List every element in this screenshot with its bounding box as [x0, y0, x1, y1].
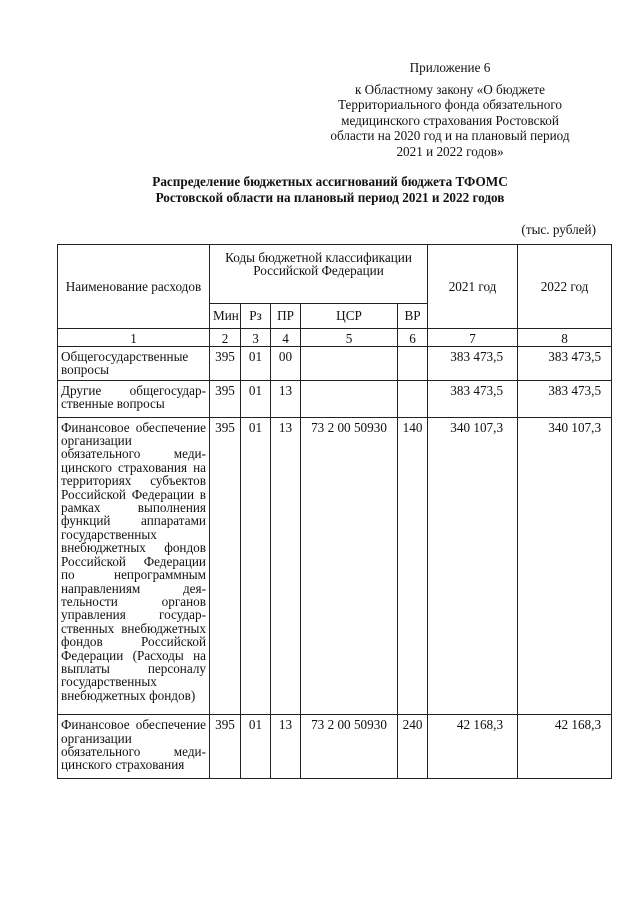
- row-2021: 340 107,3: [428, 417, 518, 715]
- row-rz: 01: [241, 380, 271, 417]
- row-min: 395: [210, 347, 241, 381]
- row-2021: 383 473,5: [428, 347, 518, 381]
- header-2021: 2021 год: [428, 245, 518, 329]
- row-vr: 240: [398, 715, 428, 779]
- row-csr: 73 2 00 50930: [301, 417, 398, 715]
- appendix-heading: [300, 60, 600, 159]
- row-pr: 13: [271, 380, 301, 417]
- column-number: 3: [241, 329, 271, 347]
- budget-table: [57, 244, 612, 779]
- column-number: 5: [301, 329, 398, 347]
- header-rz: Рз: [241, 304, 271, 329]
- row-vr: [398, 347, 428, 381]
- header-2022: 2022 год: [518, 245, 612, 329]
- row-pr: 13: [271, 715, 301, 779]
- column-number-row: [58, 329, 612, 347]
- row-csr: [301, 380, 398, 417]
- header-codes: Коды бюджетной классификации Российской Федерации: [210, 245, 428, 304]
- row-2022: 42 168,3: [518, 715, 612, 779]
- row-csr: [301, 347, 398, 381]
- column-number: 8: [518, 329, 612, 347]
- row-vr: 140: [398, 417, 428, 715]
- appendix-line: медицинского страхования Ростовской: [341, 112, 559, 128]
- column-number: 2: [210, 329, 241, 347]
- header-csr: ЦСР: [301, 304, 398, 329]
- row-2021: 42 168,3: [428, 715, 518, 779]
- units-label: (тыс. рублей): [521, 222, 596, 237]
- row-2022: 383 473,5: [518, 380, 612, 417]
- column-number: 6: [398, 329, 428, 347]
- appendix-line: к Областному закону «О бюджете: [354, 81, 546, 97]
- row-vr: [398, 380, 428, 417]
- row-rz: 01: [241, 347, 271, 381]
- table-row: [58, 417, 612, 715]
- column-number: 7: [428, 329, 518, 347]
- row-pr: 13: [271, 417, 301, 715]
- row-csr: 73 2 00 50930: [301, 715, 398, 779]
- row-name: Финансовое обеспечение организации обязательного медицинского страхования: [58, 715, 210, 779]
- row-pr: 00: [271, 347, 301, 381]
- row-min: 395: [210, 380, 241, 417]
- header-min: Мин: [210, 304, 241, 329]
- appendix-line: Территориального фонда обязательного: [337, 97, 563, 112]
- row-rz: 01: [241, 715, 271, 779]
- appendix-number: Приложение 6: [409, 60, 491, 75]
- header-name: Наименование расходов: [58, 245, 210, 329]
- title-line: Распределение бюджетных ассигнований бюджета ТФОМС: [152, 174, 508, 189]
- title-line: Ростовской области на плановый период 2021 и 2022 годов: [155, 190, 505, 205]
- column-number: 4: [271, 329, 301, 347]
- appendix-line: области на 2020 год и на плановый период: [330, 128, 570, 143]
- row-min: 395: [210, 417, 241, 715]
- table-row: [58, 347, 612, 381]
- header-pr: ПР: [271, 304, 301, 329]
- row-name: Финансовое обеспечение организации обязательного медицинского страхования на территориях субъектов Российской Федерации в рамках выполнения функций аппаратами государственных внебюджетных фондов Российской Федерации по непрограммным направлениям деятельности органов управления государственных внебюджетных фондов Российской Федерации (Расходы на выплаты персоналу государственных внебюджетных фондов): [58, 417, 210, 715]
- row-2021: 383 473,5: [428, 380, 518, 417]
- row-2022: 383 473,5: [518, 347, 612, 381]
- row-name: Общегосударственные вопросы: [58, 347, 210, 381]
- row-name: Другие общегосударственные вопросы: [58, 380, 210, 417]
- appendix-line: 2021 и 2022 годов»: [396, 143, 504, 159]
- table-row: [58, 715, 612, 779]
- row-min: 395: [210, 715, 241, 779]
- document-title: [60, 174, 600, 206]
- row-rz: 01: [241, 417, 271, 715]
- column-number: 1: [58, 329, 210, 347]
- header-vr: ВР: [398, 304, 428, 329]
- table-row: [58, 380, 612, 417]
- row-2022: 340 107,3: [518, 417, 612, 715]
